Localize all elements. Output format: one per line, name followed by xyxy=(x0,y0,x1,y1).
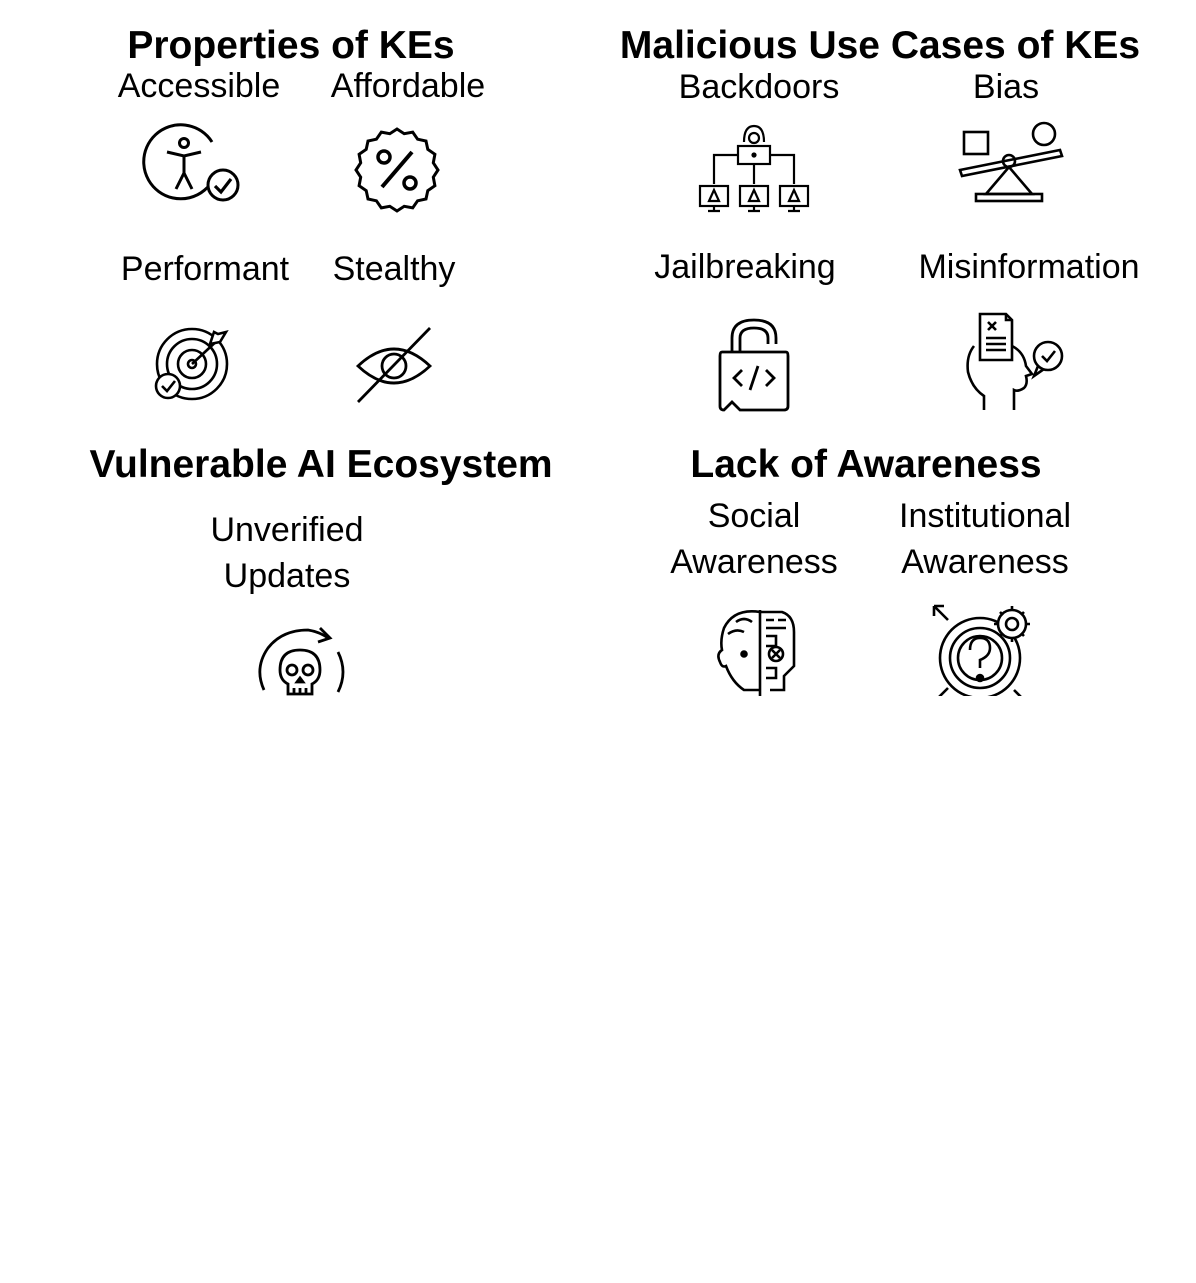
social-awareness-label xyxy=(670,493,838,585)
backdoors-label: Backdoors xyxy=(678,68,840,106)
head-document-icon xyxy=(962,312,1068,412)
institutional-awareness-label xyxy=(899,493,1071,585)
target-check-icon xyxy=(150,326,232,404)
human-robot-face-icon xyxy=(714,606,798,696)
bias-label: Bias xyxy=(972,68,1040,106)
institutional-label-line1: Institutional xyxy=(899,497,1071,535)
unverified-updates-label xyxy=(210,507,363,599)
question-gear-icon xyxy=(930,602,1036,696)
percent-badge-icon xyxy=(354,127,440,213)
padlock-code-icon xyxy=(716,316,792,412)
stealthy-label: Stealthy xyxy=(332,250,456,288)
properties-heading: Properties of KEs xyxy=(127,24,455,67)
affordable-label: Affordable xyxy=(330,67,486,105)
balance-seesaw-icon xyxy=(956,120,1064,204)
social-label-line1: Social xyxy=(707,497,801,535)
awareness-heading: Lack of Awareness xyxy=(690,443,1042,486)
unverified-label-line1: Unverified xyxy=(210,511,364,549)
malicious-heading: Malicious Use Cases of KEs xyxy=(619,24,1141,67)
skull-refresh-icon xyxy=(254,624,348,696)
accessible-label: Accessible xyxy=(117,67,281,105)
jailbreaking-label: Jailbreaking xyxy=(654,248,836,286)
social-label-line2: Awareness xyxy=(670,543,838,581)
unverified-label-line2: Updates xyxy=(223,557,351,595)
hacker-network-icon xyxy=(698,122,810,214)
eye-slash-icon xyxy=(354,326,434,404)
misinformation-label: Misinformation xyxy=(918,248,1140,286)
ecosystem-heading: Vulnerable AI Ecosystem xyxy=(89,443,553,486)
institutional-label-line2: Awareness xyxy=(901,543,1069,581)
accessibility-check-icon xyxy=(150,126,242,204)
performant-label: Performant xyxy=(120,250,290,288)
